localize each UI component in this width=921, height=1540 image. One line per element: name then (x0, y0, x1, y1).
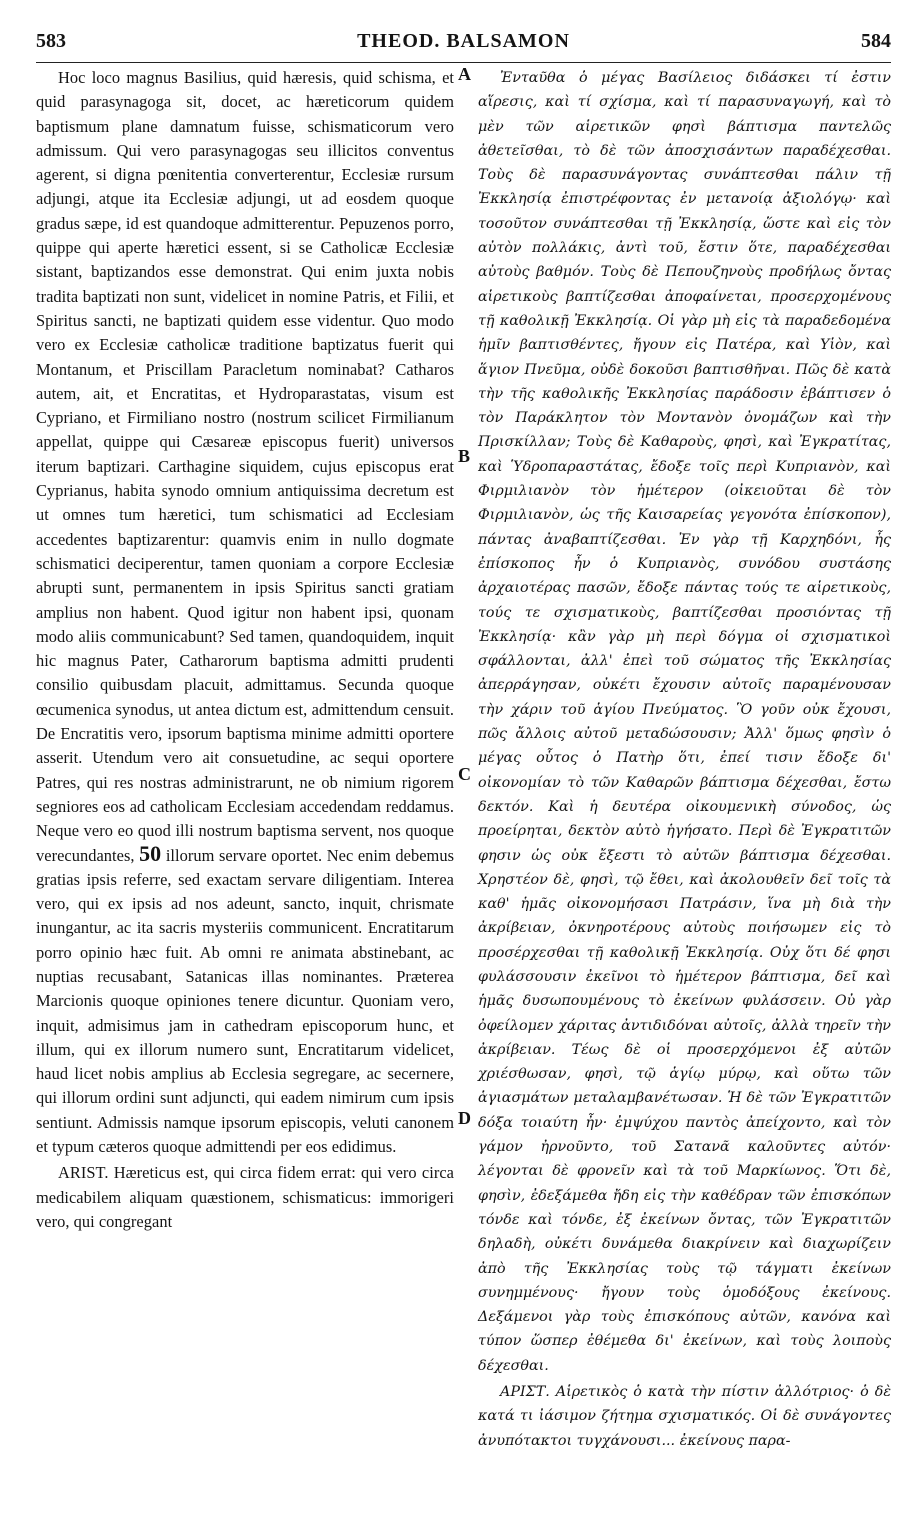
page-number-right: 584 (861, 30, 891, 52)
latin-column (36, 66, 454, 1234)
latin-text-2: illorum servare oportet. Nec enim debemus gratias ipsis referre, sed exactam servare diligentiam. Interea vero, qui ex ipsis ad nos adeunt, sancto, inquit, chrismate inungantur, ac ita sacris mysteriis communicent. Encratitarum porro opinio hæc fuit. Ab omni re animata abstinebant, ac nuptias recusabant, Satanicas illas nominantes. Præterea Marcionis quoque opiniones tenere dicuntur. Quoniam vero, inquit, admisimus jam in cathedram episcoporum hunc, et illum, qui ex illorum numero sunt, Encratitarum videlicet, haud licet nobis amplius ab Ecclesia segregare, ac secernere, qui illorum ordini sunt adjuncti, qui eadem nimirum cum ipsis sentiunt. Admissis namque ipsorum episcopis, veluti canonem et typum cæteros quoque admittendi per eos edidimus. (36, 845, 454, 1157)
header-rule (36, 62, 891, 63)
section-number: 50 (139, 840, 162, 866)
greek-paragraph: Ἐνταῦθα ὁ μέγας Βασίλειος διδάσκει τί ἐστιν αἵρεσις, καὶ τί σχίσμα, καὶ τί παρασυναγωγή, καὶ τὸ μὲν τῶν αἱρετικῶν φησὶ βάπτισμα παντελῶς ἀθετεῖσθαι, τὸ δὲ τῶν ἀποσχισάντων παραδέχεσθαι. Τοὺς δὲ παρασυνάγοντας συνάπτεσθαι πάλιν τῇ Ἐκκλησίᾳ ἐπιστρέφοντας ἐν μετανοίᾳ ἀξιολόγῳ· καὶ τοσοῦτον συνάπτεσθαι τῇ Ἐκκλησίᾳ, ὥστε καὶ εἰς τὸν αὐτὸν πολλάκις, ἀντὶ τοῦ, ἔστιν ὅτε, παραδέχεσθαι αὐτοὺς βαθμόν. Τοὺς δὲ Πεπουζηνοὺς προδήλως ὄντας αἱρετικοὺς βαπτίζεσθαι ἀποφαίνεται, προσερχομένους τῇ καθολικῇ Ἐκκλησίᾳ. Οἱ γὰρ μὴ εἰς τὰ παραδεδομένα ἡμῖν βαπτισθέντες, ἤγουν εἰς Πατέρα, καὶ Υἱὸν, καὶ ἅγιον Πνεῦμα, οὐδὲ δοκοῦσι βαπτισθῆναι. Πῶς δὲ κατὰ τὴν τῆς καθολικῆς Ἐκκλησίας παράδοσιν ἐβάπτισεν ὁ τὸν Παράκλητον τὸν Μοντανὸν ὀνομάζων καὶ τὴν Πρισκίλλαν; Τοὺς δὲ Καθαροὺς, φησὶ, καὶ Ἐγκρατίτας, καὶ Ὑδροπαραστάτας, ἔδοξε τοῖς περὶ Κυπριανὸν, καὶ Φιρμιλιανὸν τὸν ἡμέτερον (οἰκειοῦται δὲ τὸν Φιρμιλιανὸν, ὡς τῆς Καισαρείας γεγονότα ἐπίσκοπον), πάντας ἀναβαπτίζεσθαι. Ἐν γὰρ τῇ Καρχηδόνι, ἧς ἐπίσκοπος ἦν ὁ Κυπριανὸς, συνόδου συστάσης ἀρχαιοτέρας πασῶν, ἔδοξε πάντας τούς τε αἱρετικοὺς, τούς τε σχισματικοὺς, βαπτίζεσθαι προσιόντας τῇ Ἐκκλησίᾳ· κἂν γὰρ μὴ περὶ δόγμα οἱ σχισματικοὶ σφάλλονται, ἀλλ' ἐπεὶ τοῦ σώματος τῆς Ἐκκλησίας ἀπερράγησαν, οὐκέτι ἔχουσιν αὐτοῖς παραμένουσαν τὴν χάριν τοῦ ἁγίου Πνεύματος. Ὃ γοῦν οὐκ ἔχουσι, πῶς ἄλλοις αὐτοῦ μεταδώσουσιν; Ἀλλ' ὅμως φησὶν ὁ μέγας οὗτος ὁ Πατὴρ ὅτι, ἐπεί τισιν ἔδοξε δι' οἰκονομίαν τὸ τῶν Καθαρῶν βάπτισμα δέχεσθαι, ἔστω δεκτόν. Καὶ ἡ δευτέρα οἰκουμενικὴ σύνοδος, ὡς προείρηται, δεκτὸν αὐτὸ ἡγήσατο. Περὶ δὲ Ἐγκρατιτῶν φησιν ὡς οὐκ ἔξεστι τὸ αὐτῶν βάπτισμα δέχεσθαι. Χρηστέον δὲ, φησὶ, τῷ ἔθει, καὶ ἀκολουθεῖν δεῖ τοῖς τὰ καθ' ἡμᾶς οἰκονομήσασι Πατράσιν, ἵνα μὴ διὰ τὴν ἀκρίβειαν, ὀκνηροτέρους αὐτοὺς ποιήσωμεν εἰς τὸ προσέρχεσθαι τῇ καθολικῇ Ἐκκλησίᾳ. Οὐχ ὅτι δέ φησι φυλάσσουσιν ἐκεῖνοι τὸ ἡμέτερον βάπτισμα, δεῖ καὶ ἡμᾶς δυσωπουμένους τὸ ἐκείνων φυλάσσειν. Οὐ γὰρ ὀφείλομεν χάριτας ἀντιδιδόναι αὐτοῖς, ἀλλὰ τηρεῖν τὴν ἀκρίβειαν. Τέως δὲ οἱ προσερχόμενοι ἐξ αὐτῶν χριέσθωσαν, φησὶ, τῷ ἁγίῳ μύρῳ, καὶ οὕτω τῶν ἁγιασμάτων μεταλαμβανέτωσαν. Ἡ δὲ τῶν Ἐγκρατιτῶν δόξα τοιαύτη ἦν· ἐμψύχου παντὸς ἀπείχοντο, καὶ τὸν γάμον ἠρνοῦντο, τοῦ Σατανᾶ καλοῦντες αὐτόν· λέγονται δὲ φρονεῖν καὶ τὰ τοῦ Μαρκίωνος. Ὅτι δὲ, φησὶν, ἐδεξάμεθα ἤδη εἰς τὴν καθέδραν τῶν ἐπισκόπων τόνδε καὶ τόνδε, ἐξ ἐκείνων ὄντας, τῶν Ἐγκρατιτῶν δηλαδὴ, οὐκέτι δυνάμεθα διακρίνειν καὶ διαχωρίζειν ἀπὸ τῆς Ἐκκλησίας τοὺς τῷ τάγματι ἐκείνων συνημμένους· ἤγουν τοὺς ὁμοδόξους ἐκείνους. Δεξάμενοι γὰρ τοὺς ἐπισκόπους αὐτῶν, κανόνα καὶ τύπον ὥσπερ ἐθέμεθα δι' ἐκείνων, καὶ τοὺς λοιποὺς δέχεσθαι. (478, 70, 891, 1374)
running-header (36, 30, 891, 60)
margin-marker-d: D (458, 1108, 471, 1128)
latin-text-1: Hoc loco magnus Basilius, quid hæresis, quid schisma, et quid parasynagoga sit, docet, ac hæreticorum quidem baptismum plane damnatum fuisse, schismaticorum vero admissum. Qui vero parasynagogas seu illicitos conventus agerent, si digna pœnitentia converterentur, Ecclesiæ rursum adjungi, atque ita Ecclesiæ adjungi, ut ad eosdem quoque gradus sæpe, id est quandoque admitterentur. Pepuzenos porro, quippe qui aperte hæretici essent, si se Catholicæ Ecclesiæ sistant, baptizandos esse demonstrat. Qui enim juxta nobis tradita baptizati non sunt, videlicet in nomine Patris, et Filii, et Spiritus sancti, ne baptizati quidem esse videntur. Quo modo vero ex Ecclesiæ catholicæ traditione baptizatus fuerit qui Montanum, et Priscillam Paracletum nominabat? Catharos autem, ait, et Encratitas, et Hydroparastatas, visum est Cypriano, et Firmiliano nostro (nostrum scilicet Firmilianum appellat, quippe qui Cæsareæ episcopus fuerit) universos iterum baptizari. Carthagine siquidem, cujus episcopus erat Cyprianus, habita synodo omnium antiquissima decretum est ut omnes tum hæretici, tum schismatici ad Ecclesiam accedentes baptizarentur: quamvis enim in nullo dogmate schismatici deciperentur, tamen quoniam a corpore Ecclesiæ abrupti sunt, permanentem in ipsis Spiritus sancti gratiam amplius non habent. Quod igitur non habent ipsi, quonam modo aliis communicabunt? Sed tamen, quandoquidem, inquit hic magnus Pater, Catharorum baptisma admitti prudenti consilio quibusdam placuit, admittamus. Secunda quoque œcumenica synodus, ut antea dictum est, admittendum censuit. De Encratitis vero, ipsorum baptisma minime admitti oportere asserit. Utendum vero ait consuetudine, ac sequi oportere Patres, qui res nostras administrarunt, ne ob nimium rigorem segniores eos ad catholicam Ecclesiam accedendam reddamus. Neque vero eo quod illi nostrum baptisma servent, nos quoque verecundantes, (36, 68, 454, 865)
page-number-left: 583 (36, 30, 66, 52)
greek-column (478, 66, 891, 1453)
latin-paragraph-arist: ARIST. Hæreticus est, qui circa fidem errat: qui vero circa medicabilem aliquam quæstionem, schismaticus: immorigeri vero, qui congregant (36, 1163, 454, 1231)
margin-marker-c: C (458, 764, 471, 784)
latin-paragraph (36, 66, 454, 1159)
margin-marker-a: A (458, 64, 471, 84)
greek-paragraph-arist: ΑΡΙΣΤ. Αἱρετικὸς ὁ κατὰ τὴν πίστιν ἀλλότριος· ὁ δὲ κατά τι ἰάσιμον ζήτημα σχισματικός. Οἱ δὲ συνάγοντες ἀνυπότακτοι τυγχάνουσι... ἐκείνους παρα- (478, 1384, 891, 1449)
margin-marker-b: B (458, 446, 471, 466)
running-title: THEOD. BALSAMON (357, 30, 570, 52)
